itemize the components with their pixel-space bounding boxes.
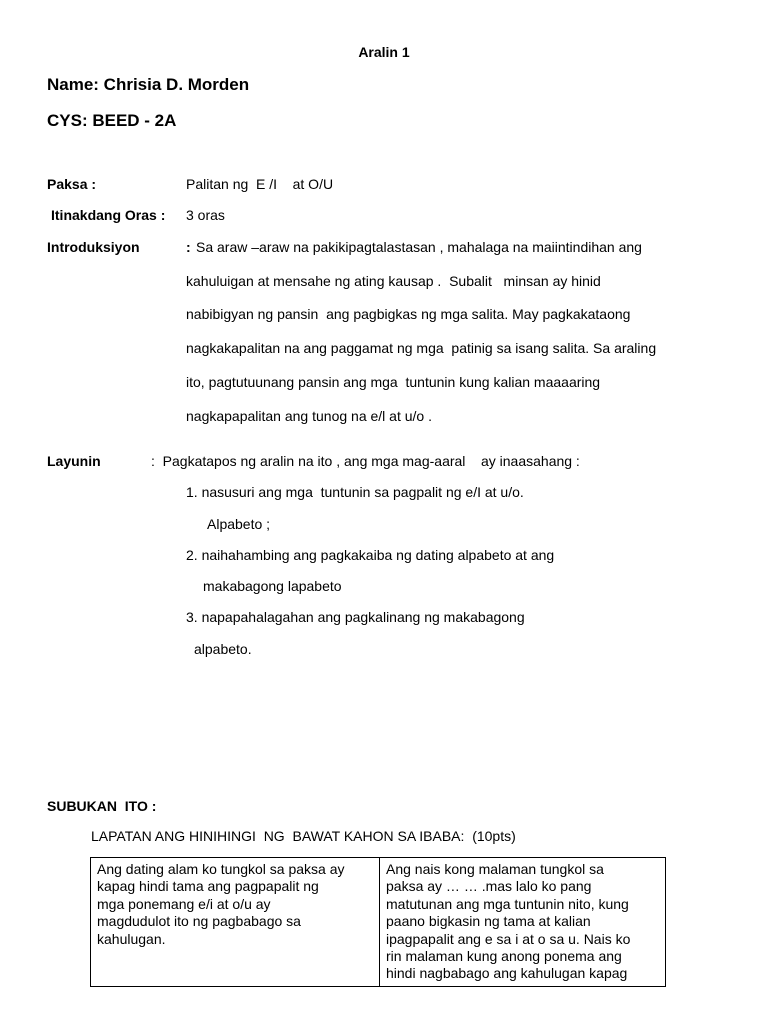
answer-line: ipagpapalit ang e sa i at o sa u. Nais ko: [386, 930, 631, 947]
introduksiyon-label: Introduksiyon: [47, 239, 140, 255]
oras-label: Itinakdang Oras :: [51, 207, 166, 223]
layunin-label: Layunin: [47, 453, 101, 469]
answer-line: Ang dating alam ko tungkol sa paksa ay: [97, 861, 345, 877]
introduksiyon-line: kahuluigan at mensahe ng ating kausap . Subalit minsan ay hinid: [186, 273, 601, 289]
answer-line: rin malaman kung anong ponema ang: [386, 948, 622, 965]
answer-line: matutunan ang mga tuntunin nito, kung: [386, 895, 629, 912]
introduksiyon-colon: :: [186, 239, 191, 255]
answer-line: mga ponemang e/i at o/u ay: [97, 895, 271, 912]
paksa-label: Paksa :: [47, 176, 97, 192]
answer-line: kahulugan.: [97, 930, 166, 947]
layunin-intro: : Pagkatapos ng aralin na ito , ang mga mag-aaral ay inaasahang :: [151, 453, 580, 469]
answer-line: Ang nais kong malaman tungkol sa: [386, 861, 604, 877]
layunin-item: 2. naihahambing ang pagkakaiba ng dating alpabeto at ang: [186, 547, 555, 563]
subukan-heading: SUBUKAN ITO :: [47, 798, 157, 814]
introduksiyon-line: nagkapapalitan ang tunog na e/l at u/o .: [186, 408, 432, 424]
answer-line: paksa ay … … .mas lalo ko pang: [386, 878, 592, 895]
layunin-item: 1. nasusuri ang mga tuntunin sa pagpalit ng e/I at u/o.: [186, 484, 524, 500]
answer-table: [90, 857, 666, 987]
student-cys: CYS: BEED - 2A: [47, 111, 177, 130]
layunin-item: Alpabeto ;: [207, 516, 271, 532]
layunin-item: makabagong lapabeto: [203, 578, 342, 594]
student-name: Name: Chrisia D. Morden: [47, 75, 250, 94]
answer-cell-nais-malaman: [380, 858, 666, 987]
introduksiyon-line: nagkakapalitan na ang paggamat ng mga patinig sa isang salita. Sa araling: [186, 340, 657, 356]
layunin-item: 3. napapahalagahan ang pagkalinang ng makabagong: [186, 609, 525, 625]
answer-line: kapag hindi tama ang pagpapalit ng: [97, 878, 319, 895]
answer-line: magdudulot ito ng pagbabago sa: [97, 913, 301, 930]
introduksiyon-line: nabibigyan ng pansin ang pagbigkas ng mga salita. May pagkakataong: [186, 306, 631, 322]
introduksiyon-line: ito, pagtutuunang pansin ang mga tuntunin kung kalian maaaaring: [186, 374, 601, 390]
answer-line: paano bigkasin ng tama at kalian: [386, 913, 591, 930]
oras-value: 3 oras: [186, 207, 225, 223]
answer-cell-dating-alam: [91, 858, 380, 987]
introduksiyon-line: Sa araw –araw na pakikipagtalastasan , mahalaga na maiintindihan ang: [196, 239, 642, 255]
subukan-instruction: LAPATAN ANG HINIHINGI NG BAWAT KAHON SA IBABA: (10pts): [91, 828, 516, 844]
layunin-item: alpabeto.: [194, 641, 252, 657]
answer-line: hindi nagbabago ang kahulugan kapag: [386, 965, 628, 982]
paksa-value: Palitan ng E /I at O/U: [186, 176, 334, 192]
lesson-title: Aralin 1: [358, 44, 410, 60]
